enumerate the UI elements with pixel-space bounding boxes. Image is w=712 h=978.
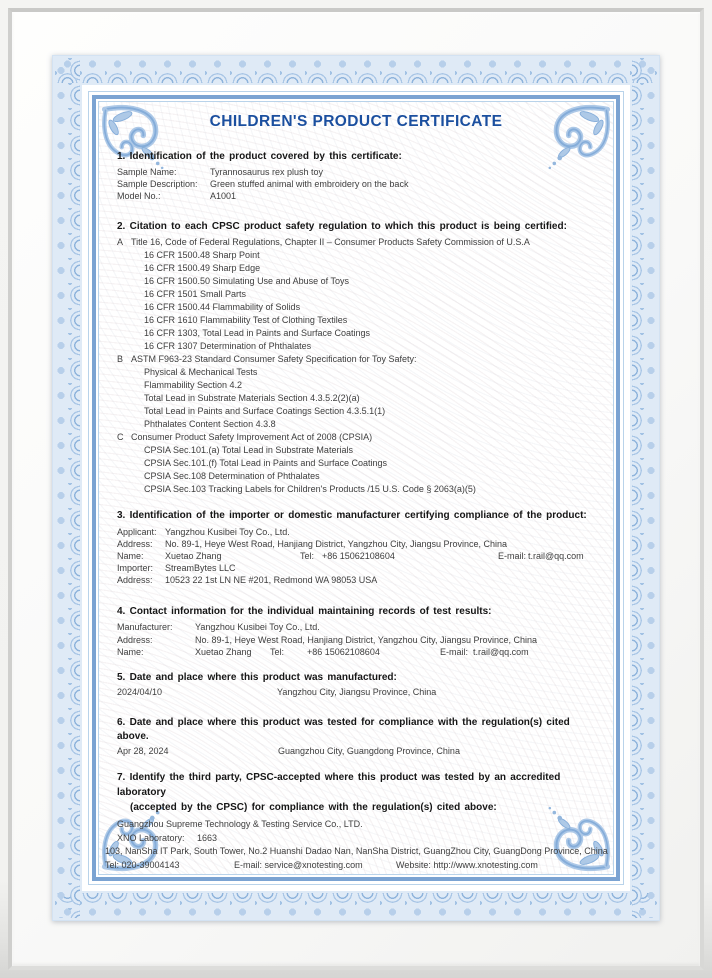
field-value: Tyrannosaurus rex plush toy	[210, 167, 324, 177]
field-label: Address:	[117, 634, 153, 645]
group-title: Title 16, Code of Federal Regulations, Chapter II – Consumer Products Safety Commission of U.S.A	[131, 237, 530, 247]
group-title: ASTM F963-23 Standard Consumer Safety Specification for Toy Safety:	[131, 354, 417, 364]
section-heading: 7. Identify the third party, CPSC-accepted where this product was tested by an accredited laboratory	[117, 772, 561, 798]
field-label: Manufacturer:	[117, 622, 173, 632]
field-value: No. 89-1, Heye West Road, Hanjiang District, Yangzhou City, Jiangsu Province, China	[165, 539, 507, 550]
field-row	[117, 190, 603, 202]
citation-item: 16 CFR 1500.50 Simulating Use and Abuse of Toys	[144, 276, 349, 286]
field-label: Address:	[117, 539, 153, 550]
field-row	[117, 574, 603, 586]
group-title: Consumer Product Safety Improvement Act of 2008 (CPSIA)	[131, 432, 373, 442]
citation-item: 16 CFR 1307 Determination of Phthalates	[144, 341, 312, 351]
test-date: Apr 28, 2024	[117, 746, 169, 756]
citation-item: CPSIA Sec.108 Determination of Phthalates	[144, 471, 320, 481]
test-place: Guangzhou City, Guangdong Province, China	[278, 746, 460, 756]
section-records-contact	[117, 605, 603, 659]
field-value: Yangzhou Kusibei Toy Co., Ltd.	[195, 622, 320, 632]
thin-border-inner	[98, 101, 614, 875]
lace-border-top	[55, 58, 657, 83]
section-heading: 4. Contact information for the individual maintaining records of test results:	[117, 606, 492, 617]
field-row	[117, 745, 603, 757]
field-row	[117, 634, 603, 647]
group-letter: C	[117, 432, 124, 442]
certificate-title: CHILDREN'S PRODUCT CERTIFICATE	[209, 113, 503, 130]
citation-item: 16 CFR 1303, Total Lead in Paints and Surface Coatings	[144, 328, 370, 338]
field-value: +86 15062108604	[322, 551, 395, 562]
field-value: Yangzhou Kusibei Toy Co., Ltd.	[165, 527, 290, 537]
field-row	[117, 686, 603, 698]
inner-matte	[82, 85, 630, 891]
field-row	[117, 166, 603, 178]
field-row	[117, 621, 603, 634]
citation-group-b	[117, 353, 603, 431]
section-heading: 1. Identification of the product covered by this certificate:	[117, 151, 402, 162]
manufacture-date: 2024/04/10	[117, 687, 163, 697]
citation-item: Total Lead in Substrate Materials Section 4.3.5.2(2)(a)	[144, 393, 360, 403]
group-letter: A	[117, 237, 124, 247]
lab-number: 1663	[197, 832, 218, 843]
section-heading: 3. Identification of the importer or domestic manufacturer certifying compliance of the product:	[117, 510, 587, 521]
field-row	[117, 646, 603, 659]
certificate-paper	[52, 55, 660, 921]
citation-item: Flammability Section 4.2	[144, 380, 243, 390]
field-label: Address:	[117, 575, 153, 586]
section-test-date-place	[117, 716, 603, 757]
citation-item: 16 CFR 1500.44 Flammability of Solids	[144, 302, 301, 312]
citation-item: Physical & Mechanical Tests	[144, 367, 258, 377]
field-label: Importer:	[117, 563, 154, 574]
citation-group-c	[117, 431, 603, 496]
field-value: Xuetao Zhang	[195, 647, 252, 658]
citation-item: 16 CFR 1500.49 Sharp Edge	[144, 263, 261, 273]
thin-border-outer	[88, 91, 624, 885]
field-label: Sample Name:	[117, 167, 177, 177]
lab-email: E-mail: service@xnotesting.com	[234, 859, 363, 870]
group-letter: B	[117, 354, 124, 364]
lace-border-right	[632, 58, 657, 918]
lab-address-row	[105, 845, 608, 859]
section-third-party-lab	[105, 770, 608, 872]
lab-contact-row	[105, 859, 603, 873]
lab-name-row	[105, 818, 603, 832]
citation-item: CPSIA Sec.103 Tracking Labels for Children's Products /15 U.S. Code § 2063(a)(5)	[144, 484, 476, 494]
field-value: t.rail@qq.com	[528, 551, 584, 562]
field-value: +86 15062108604	[307, 647, 380, 658]
lab-number-row	[105, 832, 603, 846]
section-importer-identification	[117, 509, 603, 586]
field-value: Green stuffed animal with embroidery on the back	[210, 179, 409, 190]
field-value: 10523 22 1st LN NE #201, Redmond WA 98053 USA	[165, 575, 378, 586]
lab-website: Website: http://www.xnotesting.com	[396, 859, 538, 870]
field-label: Sample Description:	[117, 179, 198, 190]
field-value: StreamBytes LLC	[165, 563, 236, 574]
manufacture-place: Yangzhou City, Jiangsu Province, China	[277, 687, 437, 697]
field-row	[117, 526, 603, 538]
section-heading: 5. Date and place where this product was manufactured:	[117, 672, 397, 683]
section-manufacture-date-place	[117, 671, 603, 698]
citation-item: Total Lead in Paints and Surface Coatings Section 4.3.5.1(1)	[144, 406, 386, 416]
citation-item: 16 CFR 1501 Small Parts	[144, 289, 247, 299]
field-label: Name:	[117, 551, 144, 562]
lace-border-bottom	[55, 893, 657, 918]
field-row	[117, 538, 603, 550]
lace-border-left	[55, 58, 80, 918]
field-value: Xuetao Zhang	[165, 551, 222, 562]
certificate-body	[99, 102, 613, 874]
field-row	[117, 550, 603, 562]
field-label: E-mail:	[440, 647, 469, 658]
citation-list	[117, 236, 603, 496]
field-label: Applicant:	[117, 527, 157, 537]
field-label: E-mail:	[498, 551, 527, 562]
field-value: t.rail@qq.com	[473, 647, 529, 658]
section-heading-continued: (accepted by the CPSC) for compliance with the regulation(s) cited above:	[130, 802, 497, 813]
thick-blue-border	[92, 95, 620, 881]
field-label: Tel:	[300, 551, 315, 562]
field-value: No. 89-1, Heye West Road, Hanjiang District, Yangzhou City, Jiangsu Province, China	[195, 634, 537, 645]
field-label: Model No.:	[117, 191, 161, 202]
section-heading: 2. Citation to each CPSC product safety regulation to which this product is being certified:	[117, 221, 567, 232]
field-label: Name:	[117, 647, 144, 658]
citation-item: Phthalates Content Section 4.3.8	[144, 419, 276, 429]
citation-item: 16 CFR 1500.48 Sharp Point	[144, 250, 260, 260]
citation-group-a	[117, 236, 603, 353]
lab-details	[105, 818, 608, 872]
lab-number-label: XNO Laboratory:	[117, 832, 185, 843]
citation-item: CPSIA Sec.101.(f) Total Lead in Paints and Surface Coatings	[144, 458, 387, 468]
section-identification-product	[117, 150, 603, 202]
field-row	[117, 178, 603, 190]
section-cpsc-citations	[117, 220, 603, 496]
citation-item: CPSIA Sec.101.(a) Total Lead in Substrate Materials	[144, 445, 353, 455]
lab-address: 103, NanSha IT Park, South Tower, No.2 Huanshi Dadao Nan, NanSha District, GuangZhou City, GuangDong Province, China	[105, 846, 608, 857]
citation-item: 16 CFR 1610 Flammability Test of Clothing Textiles	[144, 315, 348, 325]
field-row	[117, 562, 603, 574]
section-heading: 6. Date and place where this product was tested for compliance with the regulation(s) cited above.	[117, 717, 570, 742]
field-value: A1001	[210, 191, 237, 202]
field-label: Tel:	[270, 647, 285, 658]
lab-tel: Tel: 020-39004143	[105, 859, 180, 870]
lab-name: Guangzhou Supreme Technology & Testing Service Co., LTD.	[117, 819, 363, 829]
